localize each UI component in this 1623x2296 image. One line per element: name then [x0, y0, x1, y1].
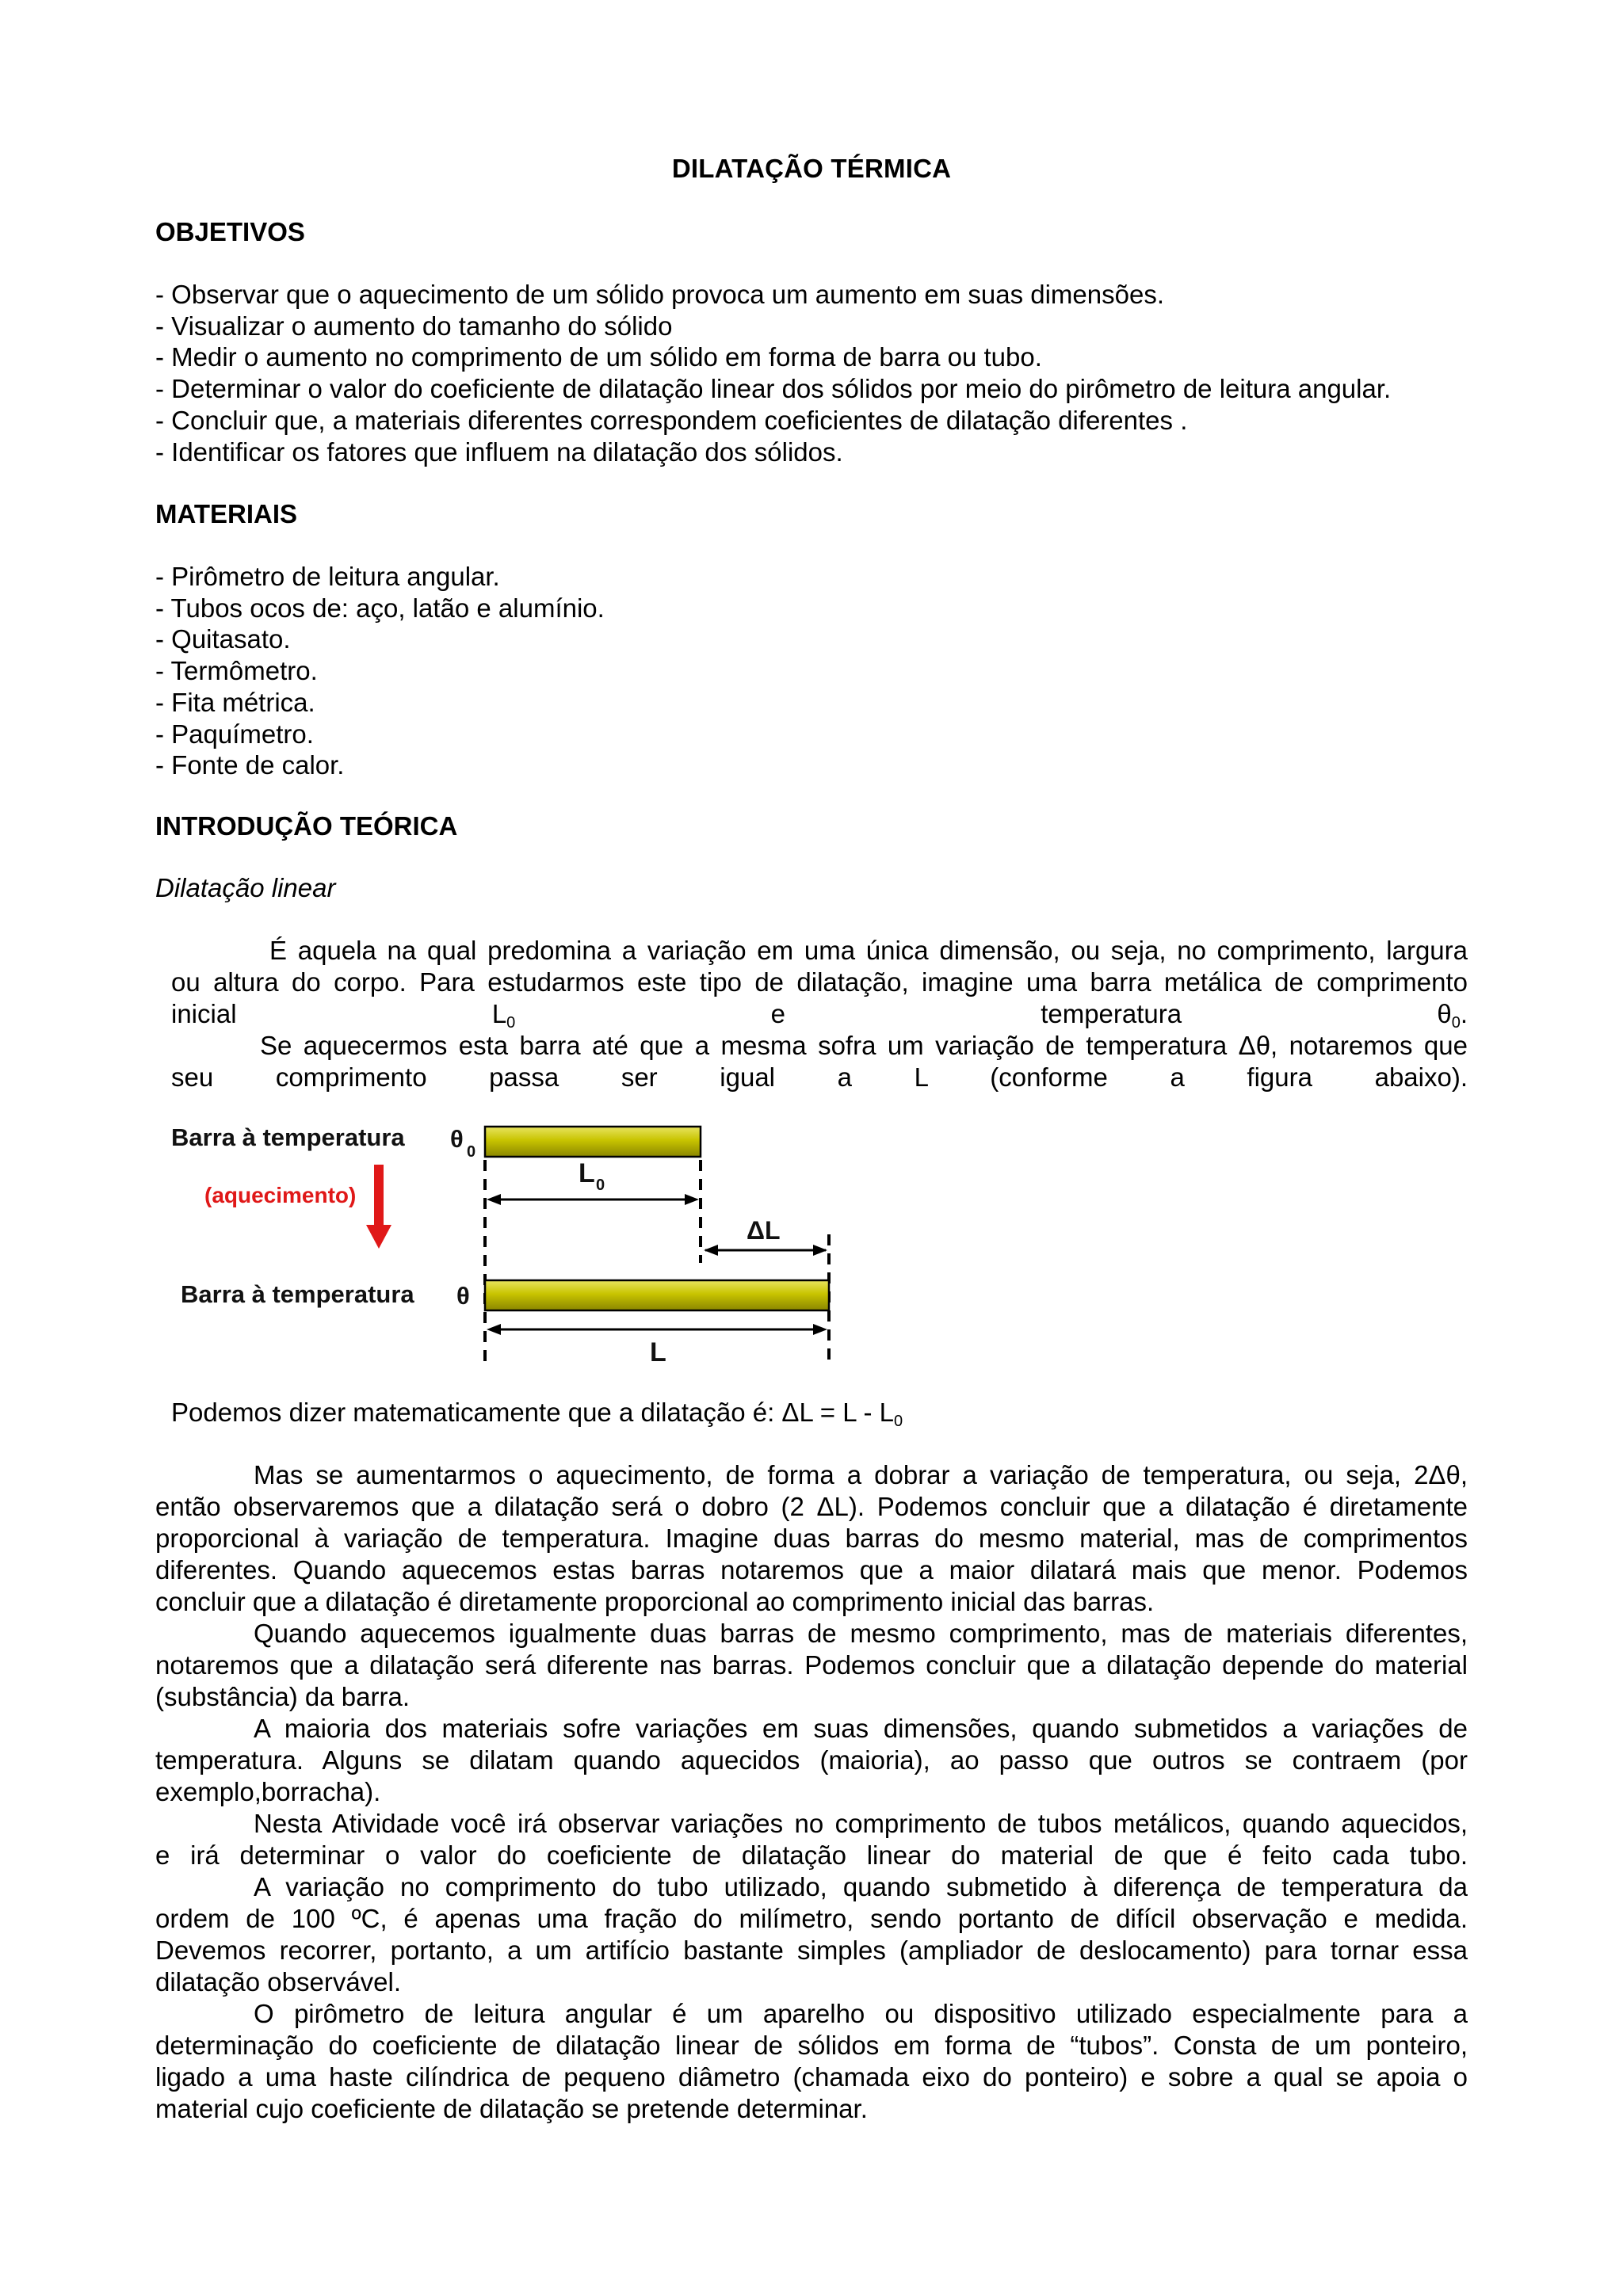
text-line: Devemos recorrer, portanto, a um artifício bastante simples (ampliador de deslocamento) para tornar essa	[155, 1936, 1468, 1965]
list-item: - Visualizar o aumento do tamanho do sólido	[155, 311, 673, 341]
list-item: - Medir o aumento no comprimento de um sólido em forma de barra ou tubo.	[155, 342, 1042, 372]
text-line: então observaremos que a dilatação será o dobro (2 ΔL). Podemos concluir que a dilatação é diretamente	[155, 1492, 1468, 1521]
list-item: - Quitasato.	[155, 624, 291, 654]
text-line: ou altura do corpo. Para estudarmos este tipo de dilatação, imagine uma barra metálica de comprimento	[171, 967, 1468, 997]
materiais-list	[155, 561, 1471, 781]
list-item: - Paquímetro.	[155, 719, 314, 749]
formula-line: Podemos dizer matematicamente que a dilatação é: $\Delta L = L - L_0$	[171, 1398, 903, 1430]
arrowhead-icon	[813, 1245, 827, 1256]
list-item: - Pirômetro de leitura angular.	[155, 562, 500, 591]
body-paragraphs	[155, 1459, 1468, 2125]
text-line: (substância) da barra.	[155, 1682, 410, 1711]
word: temperatura	[1041, 999, 1182, 1028]
bar-initial	[485, 1127, 701, 1157]
heading-introducao: INTRODUÇÃO TEÓRICA	[155, 811, 458, 841]
label-top: Barra à temperatura	[171, 1123, 405, 1151]
document-title: DILATAÇÃO TÉRMICA	[671, 154, 952, 183]
word: e	[770, 999, 785, 1028]
text-line: temperatura. Alguns se dilatam quando aquecidos (maioria), ao passo que outros se contraem (por	[155, 1745, 1468, 1775]
text-line-with-symbols	[171, 998, 1468, 1030]
heading-materiais: MATERIAIS	[155, 499, 298, 528]
heading-objetivos: OBJETIVOS	[155, 217, 305, 246]
text-line: seu comprimento passa ser igual a L (conforme a figura abaixo).	[171, 1062, 1468, 1092]
objetivos-list	[155, 279, 1471, 467]
text-line: proporcional à variação de temperatura. Imagine duas barras do mesmo material, mas de comprimentos	[155, 1524, 1468, 1553]
text-line: É aquela na qual predomina a variação em uma única dimensão, ou seja, no comprimento, largura	[269, 936, 1468, 965]
text-line: Nesta Atividade você irá observar variações no comprimento de tubos metálicos, quando aquecidos,	[254, 1809, 1468, 1838]
label-top-sub: 0	[467, 1143, 476, 1161]
arrowhead-icon	[704, 1245, 718, 1256]
symbol-theta0: $\theta_0$.	[1437, 999, 1468, 1032]
list-item: - Observar que o aquecimento de um sólido provoca um aumento em suas dimensões.	[155, 280, 1164, 309]
word: inicial	[171, 999, 237, 1028]
dim-label-L0-sub: 0	[596, 1177, 605, 1194]
dim-label-L: L	[650, 1337, 666, 1367]
list-item: - Fonte de calor.	[155, 750, 345, 780]
list-item: - Identificar os fatores que influem na dilatação dos sólidos.	[155, 437, 843, 467]
label-bottom-symbol: θ	[456, 1282, 470, 1310]
list-item: - Tubos ocos de: aço, latão e alumínio.	[155, 593, 605, 623]
text-line: Se aquecermos esta barra até que a mesma sofra um variação de temperatura Δθ, notaremos que	[260, 1031, 1468, 1060]
text-line: determinação do coeficiente de dilatação linear de sólidos em forma de “tubos”. Consta de um ponteiro,	[155, 2031, 1468, 2060]
list-item: - Determinar o valor do coeficiente de dilatação linear dos sólidos por meio do pirômetro de leitura angular.	[155, 374, 1392, 404]
text-line: O pirômetro de leitura angular é um aparelho ou dispositivo utilizado especialmente para a	[254, 1999, 1468, 2028]
arrowhead-icon	[487, 1324, 501, 1335]
heating-arrow-icon	[366, 1225, 391, 1249]
symbol-L0: $L_0$	[491, 999, 516, 1032]
label-heating: (aquecimento)	[204, 1183, 357, 1207]
text-line: ligado a uma haste cilíndrica de pequeno diâmetro (chamada eixo do ponteiro) e sobre a qual se apoia o	[155, 2062, 1468, 2092]
text-line: e irá determinar o valor do coeficiente de dilatação linear do material de que é feito cada tubo.	[155, 1840, 1468, 1870]
text-line: ordem de 100 ºC, é apenas uma fração do milímetro, sendo portanto de difícil observação e medida.	[155, 1904, 1468, 1933]
label-top-symbol: θ	[450, 1125, 464, 1153]
arrowhead-icon	[685, 1194, 699, 1205]
text-line: notaremos que a dilatação será diferente nas barras. Podemos concluir que a dilatação depende do material	[155, 1650, 1468, 1680]
text-line: diferentes. Quando aquecemos estas barras notaremos que a maior dilatará mais que menor. Podemos	[155, 1555, 1468, 1585]
list-item: - Fita métrica.	[155, 687, 315, 717]
text-line: material cujo coeficiente de dilatação se pretende determinar.	[155, 2094, 868, 2123]
text-line: concluir que a dilatação é diretamente proporcional ao comprimento inicial das barras.	[155, 1587, 1155, 1616]
bar-heated	[485, 1280, 829, 1310]
text-line: A maioria dos materiais sofre variações em suas dimensões, quando submetidos a variações de	[254, 1714, 1468, 1743]
dim-label-L0: L	[579, 1158, 595, 1188]
arrowhead-icon	[487, 1194, 501, 1205]
text-line: dilatação observável.	[155, 1967, 402, 1997]
list-item: - Concluir que, a materiais diferentes correspondem coeficientes de dilatação diferentes .	[155, 405, 1188, 435]
dim-label-deltaL: ΔL	[747, 1216, 781, 1245]
intro-paragraph	[171, 935, 1468, 1093]
text-line: Quando aquecemos igualmente duas barras de mesmo comprimento, mas de materiais diferentes,	[254, 1619, 1468, 1648]
heating-arrow-shaft	[374, 1165, 384, 1226]
text-line: A variação no comprimento do tubo utilizado, quando submetido à diferença de temperatura da	[254, 1872, 1468, 1901]
dilatation-figure	[166, 1116, 856, 1369]
text-line: Mas se aumentarmos o aquecimento, de forma a dobrar a variação de temperatura, ou seja, 2Δθ,	[254, 1460, 1468, 1489]
label-bottom: Barra à temperatura	[181, 1280, 414, 1308]
subheading-dilatacao-linear: Dilatação linear	[155, 873, 336, 902]
arrowhead-icon	[813, 1324, 827, 1335]
text-line: exemplo,borracha).	[155, 1777, 381, 1806]
list-item: - Termômetro.	[155, 656, 318, 686]
